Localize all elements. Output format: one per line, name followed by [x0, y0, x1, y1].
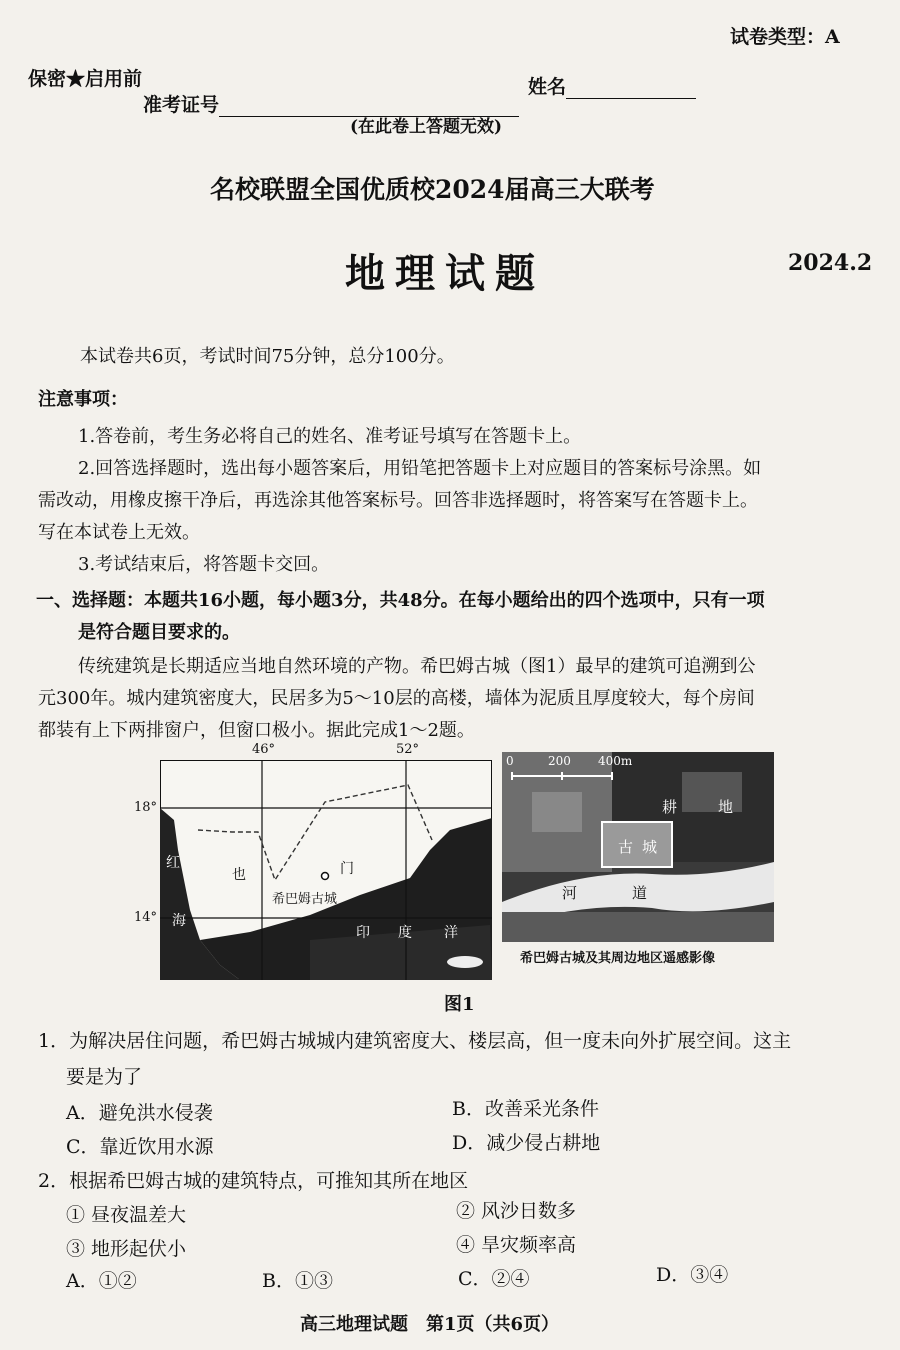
passage-line-1: 传统建筑是长期适应当地自然环境的产物。希巴姆古城（图1）最早的建筑可追溯到公: [78, 656, 756, 677]
q2-statement-2: ② 风沙日数多: [456, 1200, 577, 1222]
map-lon-52: 52°: [396, 742, 420, 757]
map-lon-46: 46°: [252, 742, 276, 757]
notice-item-2a: 2.回答选择题时，选出每小题答案后，用铅笔把答题卡上对应题目的答案标号涂黑。如: [78, 458, 762, 479]
secret-label: 保密★启用前: [28, 68, 143, 90]
scale-200: 200: [548, 754, 571, 768]
exam-date: 2024.2: [788, 250, 873, 276]
figure-caption: 图1: [444, 994, 475, 1015]
paper-type: 试卷类型：A: [730, 26, 840, 48]
sat-city-2: 城: [642, 838, 658, 856]
name-label: 姓名: [528, 76, 567, 98]
q2-option-c[interactable]: C．②④: [458, 1268, 530, 1290]
notice-item-1: 1.答卷前，考生务必将自己的姓名、准考证号填写在答题卡上。: [78, 426, 582, 447]
passage-line-3: 都装有上下两排窗户，但窗口极小。据此完成1～2题。: [38, 720, 475, 741]
q1-option-d[interactable]: D．减少侵占耕地: [452, 1132, 601, 1154]
location-map: [134, 742, 492, 980]
exam-title: 名校联盟全国优质校2024届高三大联考: [210, 175, 655, 204]
notice-heading: 注意事项：: [38, 389, 128, 410]
map-ocean-3: 洋: [444, 925, 458, 941]
q1-option-a[interactable]: A．避免洪水侵袭: [66, 1102, 213, 1124]
scale-0: 0: [506, 754, 514, 768]
subject-title: 地理试题: [345, 250, 545, 297]
name-blank[interactable]: [566, 80, 696, 99]
q1-option-c[interactable]: C．靠近饮用水源: [66, 1136, 214, 1158]
map-graphic: [160, 760, 492, 980]
sat-city-1: 古: [618, 838, 634, 856]
section-heading-2: 是符合题目要求的。: [78, 622, 240, 643]
q1-stem-2: 要是为了: [66, 1066, 143, 1088]
sat-farm-1: 耕: [662, 798, 678, 816]
map-city-label: 希巴姆古城: [272, 892, 338, 907]
q2-statement-1: ① 昼夜温差大: [66, 1204, 187, 1226]
map-ocean-2: 度: [398, 925, 412, 941]
map-red-sea-1: 红: [166, 855, 180, 871]
map-red-sea-2: 海: [172, 913, 186, 929]
exam-id-label: 准考证号: [143, 94, 220, 116]
q2-stem: 2．根据希巴姆古城的建筑特点，可推知其所在地区: [38, 1170, 469, 1192]
notice-item-2c: 写在本试卷上无效。: [38, 522, 200, 543]
scale-400: 400m: [598, 754, 633, 768]
sat-farm-2: 地: [718, 798, 734, 816]
page-footer: 高三地理试题 第1页（共6页）: [300, 1314, 560, 1335]
map-yemen-2: 门: [340, 861, 354, 877]
map-lat-14: 14°: [134, 910, 158, 925]
q2-statement-3: ③ 地形起伏小: [66, 1238, 187, 1260]
notice-item-2b: 需改动，用橡皮擦干净后，再选涂其他答案标号。回答非选择题时，将答案写在答题卡上。: [38, 490, 758, 511]
passage-line-2: 元300年。城内建筑密度大，民居多为5～10层的高楼，墙体为泥质且厚度较大，每个房间: [38, 688, 755, 709]
satellite-caption: 希巴姆古城及其周边地区遥感影像: [520, 951, 716, 966]
name-row: [528, 72, 696, 99]
q2-statement-4: ④ 旱灾频率高: [456, 1234, 577, 1256]
intro-text: 本试卷共6页，考试时间75分钟，总分100分。: [80, 346, 455, 367]
q1-option-b[interactable]: B．改善采光条件: [452, 1098, 599, 1120]
map-ocean-1: 印: [356, 925, 370, 941]
map-lat-18: 18°: [134, 800, 158, 815]
q1-stem-1: 1．为解决居住问题，希巴姆古城城内建筑密度大、楼层高，但一度未向外扩展空间。这主: [38, 1030, 792, 1052]
q2-option-d[interactable]: D．③④: [656, 1264, 729, 1286]
section-heading-1: 一、选择题：本题共16小题，每小题3分，共48分。在每小题给出的四个选项中，只有一项: [36, 590, 765, 611]
notice-item-3: 3.考试结束后，将答题卡交回。: [78, 554, 330, 575]
satellite-graphic: [502, 752, 774, 942]
sat-river-2: 道: [632, 884, 648, 902]
sat-river-1: 河: [562, 884, 578, 902]
map-yemen-1: 也: [232, 867, 246, 883]
q2-option-a[interactable]: A．①②: [66, 1270, 137, 1292]
satellite-image: [502, 752, 774, 942]
answer-note: (在此卷上答题无效): [350, 117, 503, 137]
q2-option-b[interactable]: B．①③: [262, 1270, 333, 1292]
